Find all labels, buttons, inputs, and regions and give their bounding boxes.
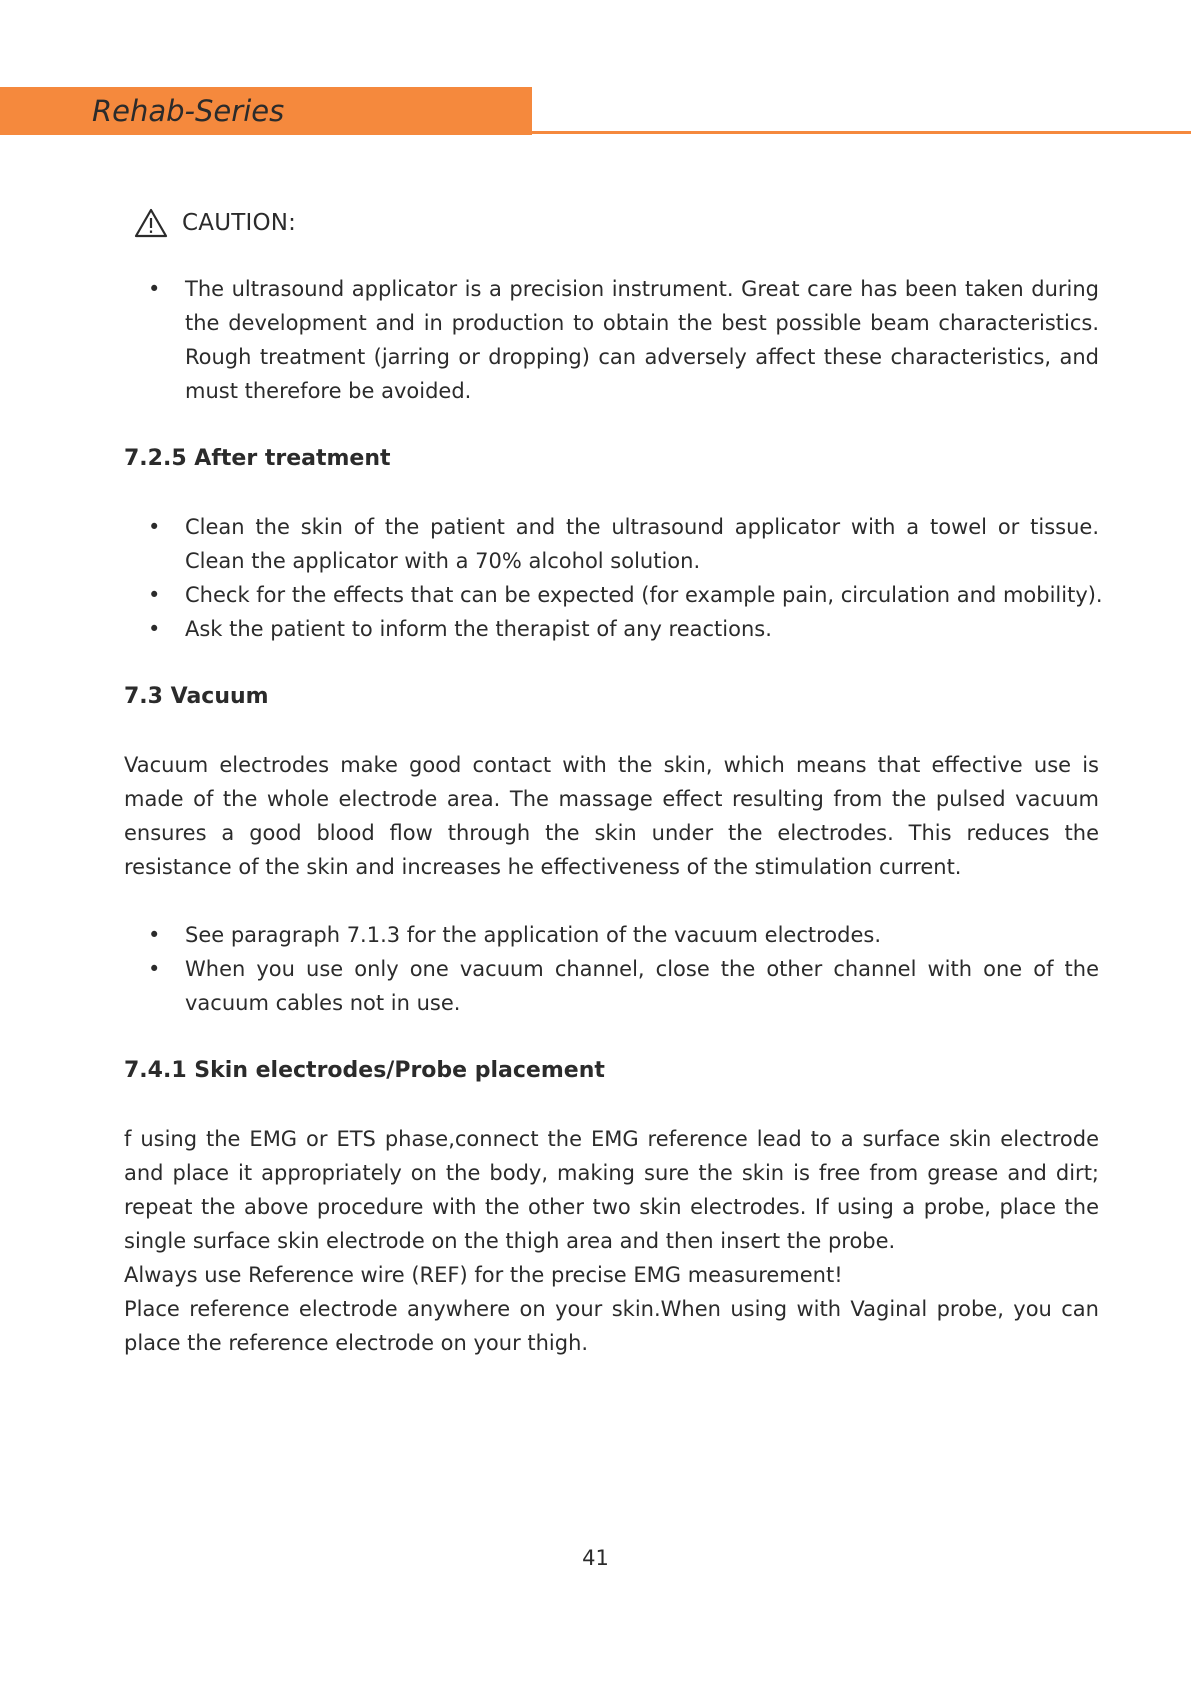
caution-heading [134,205,296,241]
caution-label: CAUTION: [182,210,297,236]
section-heading-skin-electrodes: 7.4.1 Skin electrodes/Probe placement [124,1058,605,1083]
series-title: Rehab-Series [92,94,285,128]
list-item: • See paragraph 7.1.3 for the application of the vacuum electrodes. [124,918,1099,952]
list-item: • Ask the patient to inform the therapist of any reactions. [124,612,1099,646]
after-treatment-bullets [124,510,1103,646]
reference-wire-note: Always use Reference wire (REF) for the precise EMG measurement! [124,1263,843,1287]
skin-electrodes-paragraph: f using the EMG or ETS phase,connect the EMG reference lead to a surface skin electrode and place it appropriately on the body, making sure the skin is free from grease and dirt; repeat the above procedure with the other two skin electrodes. If using a probe, place the single surface skin electrode on the thigh area and then insert the probe. [124,1127,1099,1253]
warning-triangle-icon [134,208,168,238]
vacuum-bullets [124,918,1099,1020]
header-rule [532,131,1191,134]
vacuum-paragraph: Vacuum electrodes make good contact with the skin, which means that effective use is made of the whole electrode area. The massage effect resulting from the pulsed vacuum ensures a good blood flow through the skin under the electrodes. This reduces the resistance of the skin and increases he effectiveness of the stimulation current. [124,753,1099,879]
section-heading-after-treatment: 7.2.5 After treatment [124,446,391,471]
section-heading-vacuum: 7.3 Vacuum [124,684,269,709]
main-content [124,272,1103,1360]
page-number: 41 [582,1546,609,1570]
caution-bullets [124,272,1099,408]
list-item: • The ultrasound applicator is a precision instrument. Great care has been taken during the development and in production to obtain the best possible beam characteristics. Rough treatment (jarring or dropping) can adversely affect these characteristics, and must therefore be avoided. [124,272,1099,408]
list-item: • Clean the skin of the patient and the ultrasound applicator with a towel or tissue. Clean the applicator with a 70% alcohol solution. [124,510,1099,578]
reference-placement-note: Place reference electrode anywhere on your skin.When using with Vaginal probe, you can place the reference electrode on your thigh. [124,1297,1099,1355]
list-item: • When you use only one vacuum channel, close the other channel with one of the vacuum cables not in use. [124,952,1099,1020]
list-item: • Check for the effects that can be expected (for example pain, circulation and mobility). [124,578,1099,612]
